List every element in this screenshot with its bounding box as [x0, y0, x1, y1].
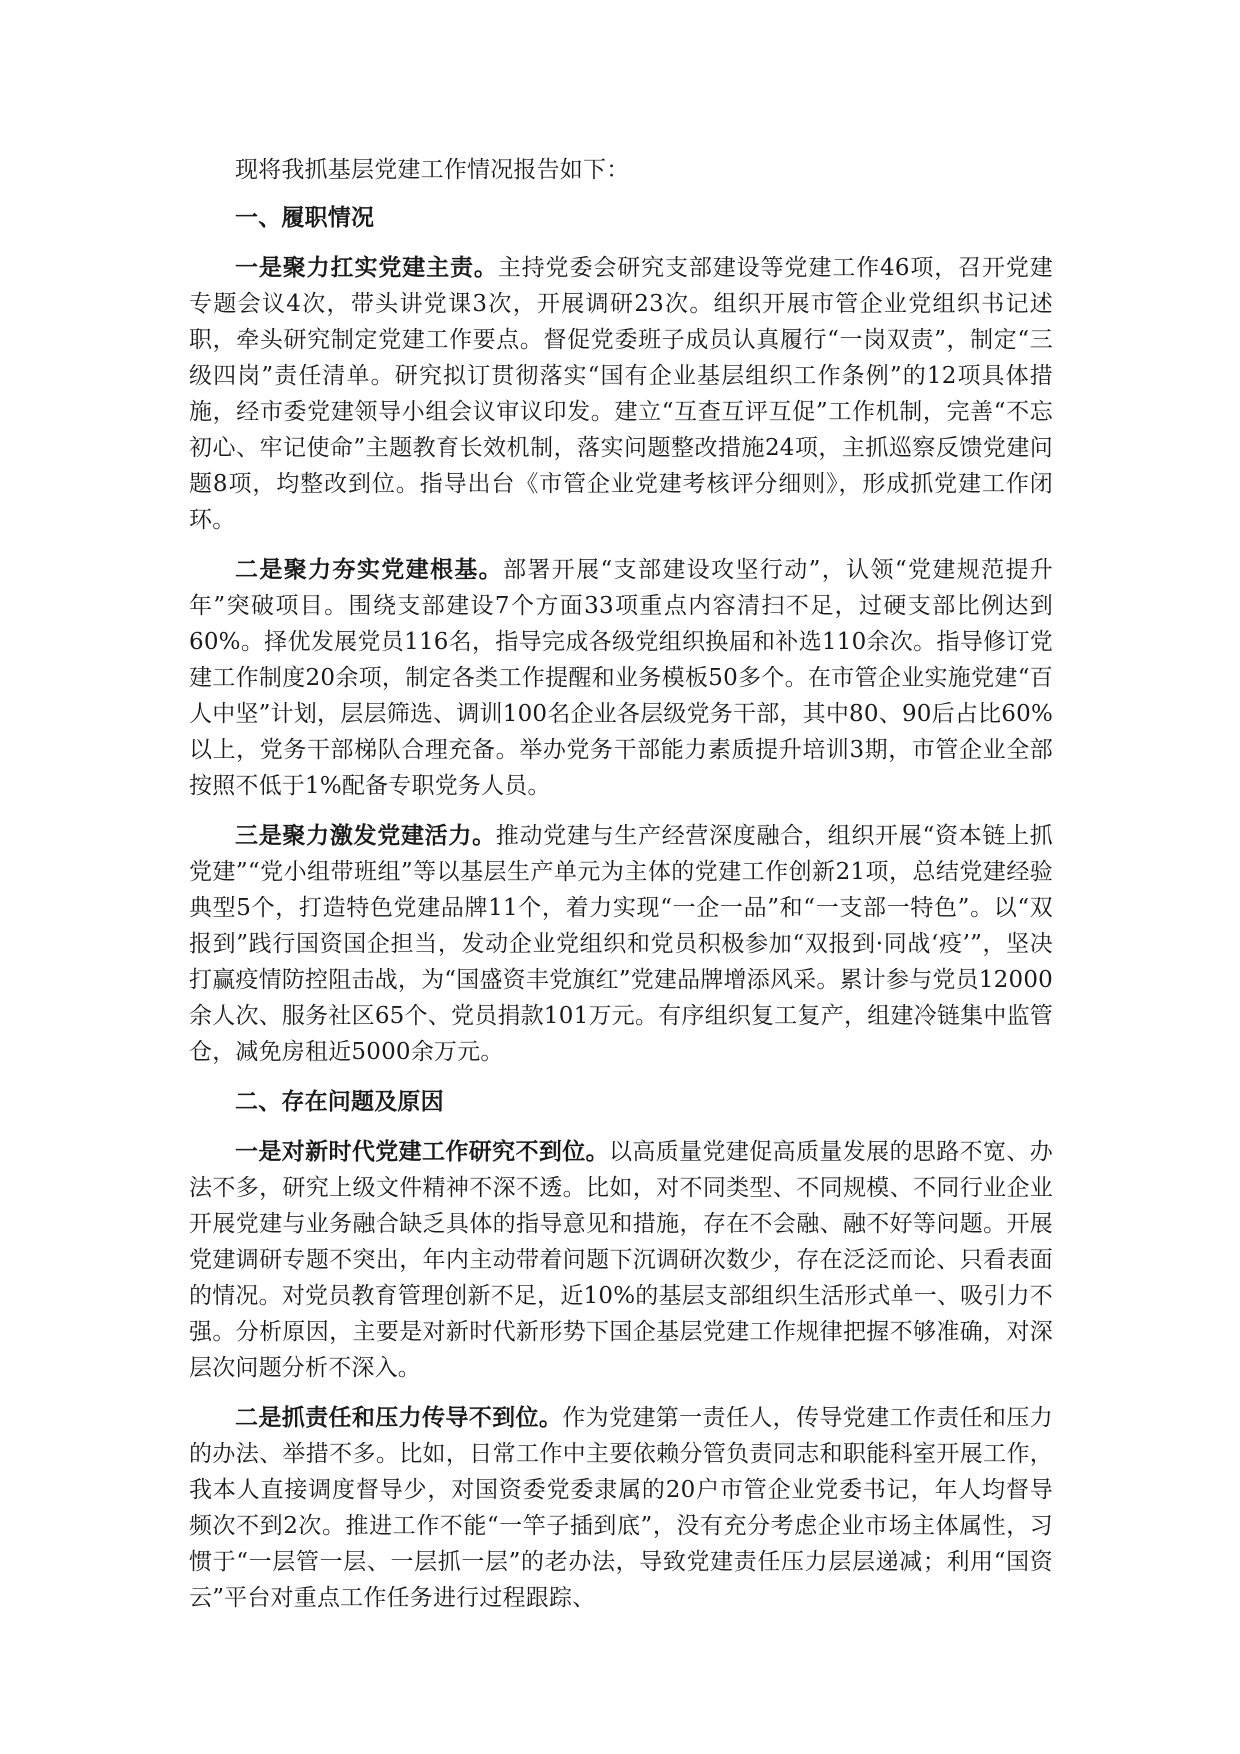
section-heading-problems: 二、存在问题及原因: [235, 1088, 444, 1115]
paragraph-body: 部署开展“支部建设攻坚行动”，认领“党建规范提升年”突破项目。围绕支部建设7个方面33项重点内容清扫不足，过硬支部比例达到60%。择优发展党员116名，指导完成各级党组织换届和补选110余次。指导修订党建工作制度20余项，制定各类工作提醒和业务模板50多个。在市管企业实施党建“百人中坚”计划，层层筛选、调训100名企业各层级党务干部，其中80、90后占比60%以上，党务干部梯队合理充备。举办党务干部能力素质提升培训3期，市管企业全部按照不低于1%配备专职党务人员。: [189, 557, 1054, 799]
intro-paragraph: 现将我抓基层党建工作情况报告如下：: [235, 157, 630, 183]
paragraph-lead: 二是聚力夯实党建根基。: [235, 556, 504, 583]
paragraph-body: 推动党建与生产经营深度融合，组织开展“资本链上抓党建”“党小组带班组”等以基层生产单元为主体的党建工作创新21项，总结党建经验典型5个，打造特色党建品牌11个，着力实现“一企一品”和“一支部一特色”。以“双报到”践行国资国企担当，发动企业党组织和党员积极参加“双报到·同战‘疫’”，坚决打赢疫情防控阻击战，为“国盛资丰党旗红”党建品牌增添风采。累计参与党员12000余人次、服务社区65个、党员捐款101万元。有序组织复工复产，组建冷链集中监管仓，减免房租近5000余万元。: [189, 823, 1053, 1065]
paragraph-party-responsibility: [189, 250, 1053, 538]
paragraph-lead: 一是对新时代党建工作研究不到位。: [235, 1138, 610, 1165]
paragraph-body: 以高质量党建促高质量发展的思路不宽、办法不多，研究上级文件精神不深不透。比如，对不同类型、不同规模、不同行业企业开展党建与业务融合缺乏具体的指导意见和措施，存在不会融、融不好等问题。开展党建调研专题不突出，年内主动带着问题下沉调研次数少，存在泛泛而论、只看表面的情况。对党员教育管理创新不足，近10%的基层支部组织生活形式单一、吸引力不强。分析原因，主要是对新时代新形势下国企基层党建工作规律把握不够准确，对深层次问题分析不深入。: [189, 1139, 1053, 1381]
paragraph-party-vitality: [189, 818, 1053, 1070]
section-heading-performance: 一、履职情况: [235, 204, 375, 231]
paragraph-body: 主持党委会研究支部建设等党建工作46项，召开党建专题会议4次，带头讲党课3次，开展调研23次。组织开展市管企业党组织书记述职，牵头研究制定党建工作要点。督促党委班子成员认真履行“一岗双责”，制定“三级四岗”责任清单。研究拟订贯彻落实“国有企业基层组织工作条例”的12项具体措施，经市委党建领导小组会议审议印发。建立“互查互评互促”工作机制，完善“不忘初心、牢记使命”主题教育长效机制，落实问题整改措施24项，主抓巡察反馈党建问题8项，均整改到位。指导出台《市管企业党建考核评分细则》，形成抓党建工作闭环。: [189, 255, 1053, 533]
paragraph-party-foundation: [189, 552, 1053, 804]
paragraph-responsibility-problem: [189, 1400, 1053, 1616]
document-body: [189, 152, 1053, 1616]
paragraph-research-problem: [189, 1134, 1053, 1386]
paragraph-lead: 三是聚力激发党建活力。: [235, 822, 496, 849]
paragraph-lead: 二是抓责任和压力传导不到位。: [235, 1404, 563, 1431]
paragraph-body: 作为党建第一责任人，传导党建工作责任和压力的办法、举措不多。比如，日常工作中主要依赖分管负责同志和职能科室开展工作，我本人直接调度督导少，对国资委党委隶属的20户市管企业党委书记，年人均督导频次不到2次。推进工作不能“一竿子插到底”，没有充分考虑企业市场主体属性，习惯于“一层管一层、一层抓一层”的老办法，导致党建责任压力层层递减；利用“国资云”平台对重点工作任务进行过程跟踪、: [189, 1405, 1053, 1611]
paragraph-lead: 一是聚力扛实党建主责。: [235, 254, 498, 281]
